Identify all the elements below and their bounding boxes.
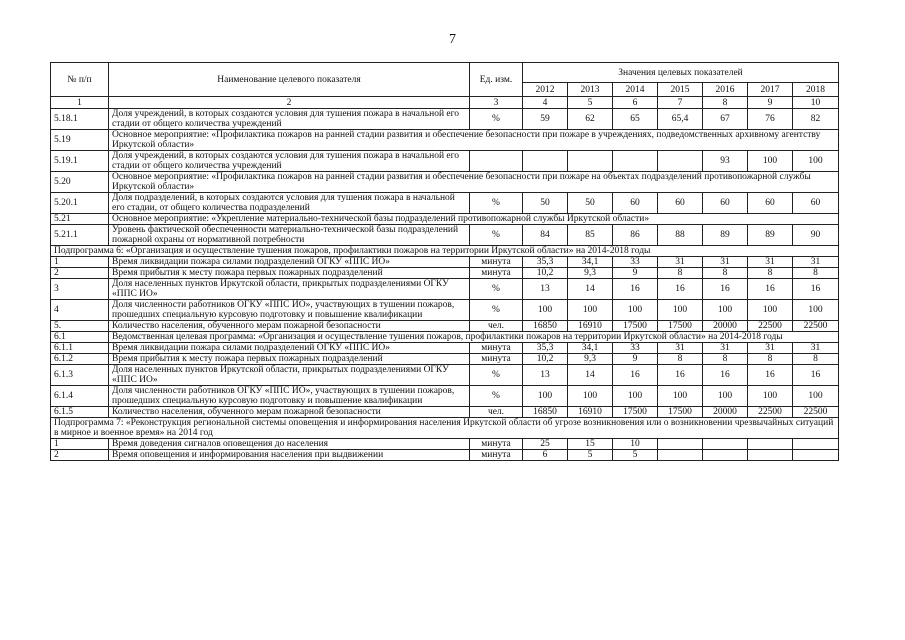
column-index: 9 (748, 97, 793, 109)
indicator-value: 16910 (568, 407, 613, 418)
indicator-value: 50 (568, 193, 613, 214)
indicator-value: 93 (703, 151, 748, 172)
column-index: 5 (568, 97, 613, 109)
indicator-value: 9 (613, 354, 658, 365)
indicator-value: 16850 (523, 321, 568, 332)
indicator-value: 31 (703, 343, 748, 354)
indicator-value: 8 (658, 268, 703, 279)
indicator-name: Время оповещения и информирования населения при выдвижении (109, 450, 470, 461)
indicator-value: 85 (568, 225, 613, 246)
indicator-value: 100 (793, 151, 839, 172)
table-row (51, 130, 839, 151)
section-title: Основное мероприятие: «Профилактика пожаров на ранней стадии развития и обеспечение безопасности при пожаре в учреждениях, подведомственных архивному агентству Иркутской области» (109, 130, 839, 151)
indicator-value: 17500 (613, 407, 658, 418)
indicator-value: 33 (613, 343, 658, 354)
indicator-value: 62 (568, 109, 613, 130)
indicator-value: 65,4 (658, 109, 703, 130)
indicator-value: 35,3 (523, 257, 568, 268)
indicator-value: 100 (568, 300, 613, 321)
indicator-value: 59 (523, 109, 568, 130)
indicator-value: 6 (523, 450, 568, 461)
table-row (51, 225, 839, 246)
indicator-value: 60 (613, 193, 658, 214)
indicator-value: 16 (793, 365, 839, 386)
indicator-value: 60 (748, 193, 793, 214)
indicator-value: 89 (703, 225, 748, 246)
unit: минута (470, 450, 523, 461)
indicator-name: Количество населения, обученного мерам пожарной безопасности (109, 407, 470, 418)
indicator-value: 17500 (658, 321, 703, 332)
table-row (51, 109, 839, 130)
indicator-value: 88 (658, 225, 703, 246)
header-unit: Ед. изм. (470, 63, 523, 97)
indicator-value (613, 151, 658, 172)
unit: минута (470, 354, 523, 365)
indicator-value: 100 (568, 386, 613, 407)
indicator-name: Количество населения, обученного мерам пожарной безопасности (109, 321, 470, 332)
indicator-value: 31 (793, 257, 839, 268)
column-index: 3 (470, 97, 523, 109)
indicator-value: 34,1 (568, 257, 613, 268)
indicator-value: 5 (568, 450, 613, 461)
indicator-name: Доля численности работников ОГКУ «ППС ИО», участвующих в тушении пожаров, прошедших специальную курсовую подготовку и повышение квалификации (109, 386, 470, 407)
row-number: 3 (51, 279, 109, 300)
row-number: 5.21 (51, 214, 109, 225)
indicator-value: 22500 (793, 321, 839, 332)
table-row (51, 172, 839, 193)
indicator-value: 100 (613, 386, 658, 407)
indicator-value: 67 (703, 109, 748, 130)
indicator-value: 8 (793, 268, 839, 279)
header-year: 2014 (613, 83, 658, 97)
column-index: 1 (51, 97, 109, 109)
indicator-value: 22500 (748, 407, 793, 418)
table-row (51, 386, 839, 407)
column-index: 2 (109, 97, 470, 109)
indicator-value: 10,2 (523, 354, 568, 365)
row-number: 5.20.1 (51, 193, 109, 214)
row-number: 5.19 (51, 130, 109, 151)
indicator-value: 100 (748, 300, 793, 321)
indicator-value: 9 (613, 268, 658, 279)
indicator-value (703, 439, 748, 450)
unit: % (470, 386, 523, 407)
unit: минута (470, 439, 523, 450)
indicator-value: 100 (658, 386, 703, 407)
unit: минута (470, 343, 523, 354)
table-row (51, 257, 839, 268)
row-number: 6.1 (51, 332, 109, 343)
header-year: 2012 (523, 83, 568, 97)
header-year: 2017 (748, 83, 793, 97)
header-year: 2013 (568, 83, 613, 97)
indicator-value (793, 450, 839, 461)
indicator-value: 16910 (568, 321, 613, 332)
indicator-value: 9,3 (568, 268, 613, 279)
indicator-name: Доля учреждений, в которых создаются условия для тушения пожара в начальной его стадии от общего количества учреждений (109, 109, 470, 130)
row-number: 6.1.1 (51, 343, 109, 354)
table-row (51, 193, 839, 214)
indicator-value: 16 (658, 365, 703, 386)
indicator-value (658, 450, 703, 461)
section-title: Основное мероприятие: «Укрепление материально-технической базы подразделений противопожарной службы Иркутской области» (109, 214, 839, 225)
row-number: 5.21.1 (51, 225, 109, 246)
indicator-value: 16 (793, 279, 839, 300)
indicator-value: 20000 (703, 407, 748, 418)
indicator-name: Уровень фактической обеспеченности материально-технической базы подразделений пожарной охраны от нормативной потребности (109, 225, 470, 246)
unit: % (470, 193, 523, 214)
indicator-value: 8 (793, 354, 839, 365)
indicator-name: Доля населенных пунктов Иркутской области, прикрытых подразделениями ОГКУ «ППС ИО» (109, 279, 470, 300)
row-number: 6.1.2 (51, 354, 109, 365)
unit: % (470, 109, 523, 130)
indicator-name: Доля населенных пунктов Иркутской области, прикрытых подразделениями ОГКУ «ППС ИО» (109, 365, 470, 386)
table-row (51, 343, 839, 354)
indicator-value: 16 (748, 365, 793, 386)
table-row (51, 354, 839, 365)
indicator-value: 15 (568, 439, 613, 450)
header-year: 2015 (658, 83, 703, 97)
row-number: 1 (51, 439, 109, 450)
header-num: № п/п (51, 63, 109, 97)
target-indicators-table (50, 62, 839, 461)
row-number: 6.1.5 (51, 407, 109, 418)
column-index: 4 (523, 97, 568, 109)
column-index: 7 (658, 97, 703, 109)
indicator-value: 16 (613, 365, 658, 386)
indicator-value: 34,1 (568, 343, 613, 354)
indicator-value: 8 (703, 354, 748, 365)
indicator-value: 35,3 (523, 343, 568, 354)
indicator-value: 17500 (613, 321, 658, 332)
indicator-name: Время доведения сигналов оповещения до населения (109, 439, 470, 450)
indicator-value: 20000 (703, 321, 748, 332)
table-row (51, 214, 839, 225)
row-number: 1 (51, 257, 109, 268)
header-year: 2018 (793, 83, 839, 97)
indicator-value: 100 (793, 300, 839, 321)
indicator-value: 14 (568, 279, 613, 300)
row-number: 5.19.1 (51, 151, 109, 172)
indicator-value: 16 (703, 279, 748, 300)
header-values: Значения целевых показателей (523, 63, 839, 83)
indicator-value: 31 (748, 257, 793, 268)
subprogram-title: Подпрограмма 6: «Организация и осуществление тушения пожаров, профилактики пожаров на территории Иркутской области» на 2014-2018 годы (51, 246, 839, 257)
indicator-value: 16 (703, 365, 748, 386)
indicator-value: 17500 (658, 407, 703, 418)
indicator-value: 90 (793, 225, 839, 246)
header-year: 2016 (703, 83, 748, 97)
indicator-value: 82 (793, 109, 839, 130)
indicator-value: 31 (658, 257, 703, 268)
indicator-value: 100 (793, 386, 839, 407)
table-row (51, 279, 839, 300)
table-row (51, 439, 839, 450)
unit: % (470, 365, 523, 386)
header-name: Наименование целевого показателя (109, 63, 470, 97)
indicator-value (793, 439, 839, 450)
indicator-value: 16850 (523, 407, 568, 418)
table-row (51, 321, 839, 332)
column-index: 8 (703, 97, 748, 109)
unit: чел. (470, 321, 523, 332)
row-number: 6.1.4 (51, 386, 109, 407)
indicator-value: 84 (523, 225, 568, 246)
indicator-name: Время прибытия к месту пожара первых пожарных подразделений (109, 354, 470, 365)
indicator-value (748, 439, 793, 450)
table-row (51, 418, 839, 439)
indicator-value: 16 (658, 279, 703, 300)
indicator-value: 31 (703, 257, 748, 268)
indicator-value: 31 (793, 343, 839, 354)
unit: % (470, 279, 523, 300)
table-row (51, 332, 839, 343)
indicator-value: 10 (613, 439, 658, 450)
indicator-value: 10,2 (523, 268, 568, 279)
indicator-value: 16 (748, 279, 793, 300)
table-row (51, 246, 839, 257)
indicator-value (658, 439, 703, 450)
row-number: 5.20 (51, 172, 109, 193)
indicator-value: 8 (658, 354, 703, 365)
indicator-value: 65 (613, 109, 658, 130)
indicator-value: 100 (748, 386, 793, 407)
indicator-value: 22500 (748, 321, 793, 332)
unit: минута (470, 257, 523, 268)
section-title: Ведомственная целевая программа: «Организация и осуществление тушения пожаров, профилактики пожаров на территории Иркутской области» на 2014-2018 годы (109, 332, 839, 343)
indicator-value: 13 (523, 279, 568, 300)
table-row (51, 365, 839, 386)
indicator-name: Доля численности работников ОГКУ «ППС ИО», участвующих в тушении пожаров, прошедших специальную курсовую подготовку и повышение квалификации (109, 300, 470, 321)
table-row (51, 151, 839, 172)
table-row (51, 268, 839, 279)
column-index: 10 (793, 97, 839, 109)
indicator-value: 22500 (793, 407, 839, 418)
row-number: 4 (51, 300, 109, 321)
indicator-value: 14 (568, 365, 613, 386)
indicator-value: 100 (703, 386, 748, 407)
indicator-value: 60 (658, 193, 703, 214)
indicator-value: 31 (748, 343, 793, 354)
row-number: 5.18.1 (51, 109, 109, 130)
indicator-value: 100 (748, 151, 793, 172)
indicator-name: Время прибытия к месту пожара первых пожарных подразделений (109, 268, 470, 279)
indicator-value: 8 (748, 268, 793, 279)
table-row (51, 450, 839, 461)
indicator-value (703, 450, 748, 461)
row-number: 2 (51, 268, 109, 279)
unit: чел. (470, 407, 523, 418)
subprogram-title: Подпрограмма 7: «Реконструкция региональной системы оповещения и информирования населения Иркутской области об угрозе возникновения или о возникновении чрезвычайных ситуаций в мирное и военное время» на 2014 год (51, 418, 839, 439)
column-index: 6 (613, 97, 658, 109)
indicator-value: 60 (703, 193, 748, 214)
indicator-value: 25 (523, 439, 568, 450)
row-number: 5. (51, 321, 109, 332)
table-row (51, 300, 839, 321)
indicator-value: 100 (523, 386, 568, 407)
indicator-value: 5 (613, 450, 658, 461)
page-number: 7 (449, 32, 456, 47)
indicator-value (523, 151, 568, 172)
indicator-value (748, 450, 793, 461)
unit: % (470, 225, 523, 246)
indicator-value (568, 151, 613, 172)
indicator-value: 100 (703, 300, 748, 321)
indicator-value: 50 (523, 193, 568, 214)
indicator-value: 31 (658, 343, 703, 354)
indicator-value: 100 (613, 300, 658, 321)
unit: % (470, 300, 523, 321)
indicator-name: Время ликвидации пожара силами подразделений ОГКУ «ППС ИО» (109, 343, 470, 354)
indicator-name: Доля учреждений, в которых создаются условия для тушения пожара в начальной его стадии от общего количества учреждений (109, 151, 470, 172)
indicator-value: 86 (613, 225, 658, 246)
indicator-value: 9,3 (568, 354, 613, 365)
indicator-value: 100 (658, 300, 703, 321)
indicator-value: 13 (523, 365, 568, 386)
unit: минута (470, 268, 523, 279)
indicator-value: 100 (523, 300, 568, 321)
indicator-value: 33 (613, 257, 658, 268)
indicator-value: 8 (703, 268, 748, 279)
indicator-value: 16 (613, 279, 658, 300)
table-row (51, 407, 839, 418)
row-number: 2 (51, 450, 109, 461)
section-title: Основное мероприятие: «Профилактика пожаров на ранней стадии развития и обеспечение безопасности при пожаре на объектах подразделений противопожарной службы Иркутской области» (109, 172, 839, 193)
indicator-value: 60 (793, 193, 839, 214)
indicator-name: Доля подразделений, в которых создаются условия для тушения пожара в начальной его стадии, от общего количества подразделений (109, 193, 470, 214)
indicator-value: 89 (748, 225, 793, 246)
indicator-value (658, 151, 703, 172)
indicator-value: 8 (748, 354, 793, 365)
indicator-name: Время ликвидации пожара силами подразделений ОГКУ «ППС ИО» (109, 257, 470, 268)
indicator-value: 76 (748, 109, 793, 130)
unit (470, 151, 523, 172)
row-number: 6.1.3 (51, 365, 109, 386)
